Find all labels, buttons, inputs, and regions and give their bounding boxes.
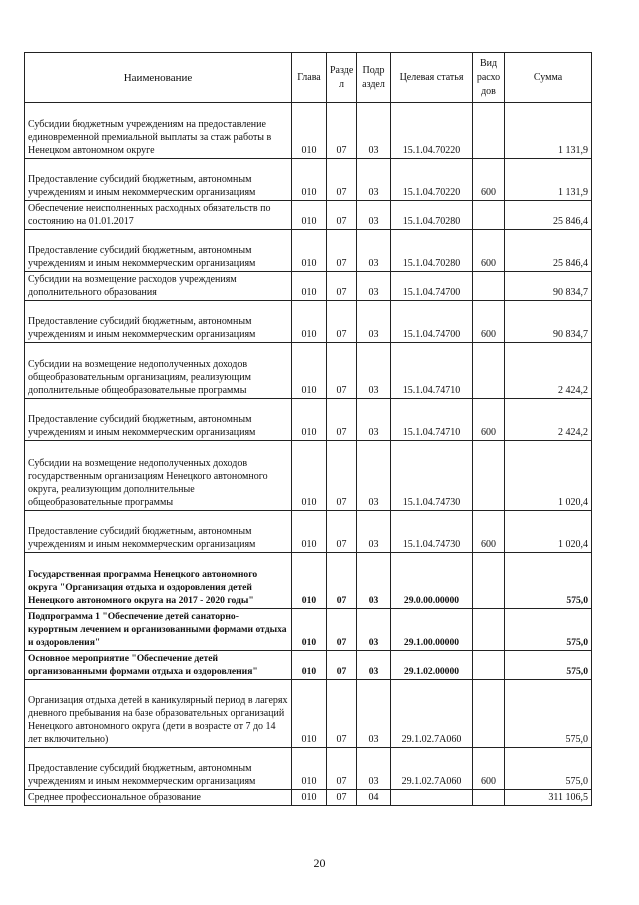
table-row [25,272,592,301]
row-section: 07 [327,159,357,201]
row-target: 15.1.04.70220 [391,159,473,201]
row-section: 07 [327,301,357,343]
header-amount: Сумма [505,53,592,103]
row-subsection: 03 [357,748,391,790]
row-name: Предоставление субсидий бюджетным, автономным учреждениям и иным некоммерческим организациям [25,159,292,201]
row-chapter: 010 [292,680,327,748]
row-chapter: 010 [292,272,327,301]
table-row [25,159,592,201]
row-subsection: 03 [357,441,391,511]
row-amount: 575,0 [505,609,592,651]
header-chapter: Глава [292,53,327,103]
budget-table [24,52,592,806]
row-amount: 25 846,4 [505,201,592,230]
row-section: 07 [327,201,357,230]
row-name: Предоставление субсидий бюджетным, автономным учреждениям и иным некоммерческим организациям [25,511,292,553]
row-subsection: 03 [357,609,391,651]
row-amount: 1 020,4 [505,441,592,511]
row-name: Предоставление субсидий бюджетным, автономным учреждениям и иным некоммерческим организациям [25,748,292,790]
row-amount: 575,0 [505,748,592,790]
table-row [25,103,592,159]
row-chapter: 010 [292,301,327,343]
row-section: 07 [327,790,357,806]
row-chapter: 010 [292,553,327,609]
row-expense-type: 600 [473,159,505,201]
row-chapter: 010 [292,230,327,272]
row-expense-type [473,272,505,301]
row-expense-type: 600 [473,399,505,441]
row-amount: 1 131,9 [505,103,592,159]
header-name: Наименование [25,53,292,103]
row-target: 29.0.00.00000 [391,553,473,609]
row-expense-type [473,103,505,159]
row-chapter: 010 [292,511,327,553]
row-subsection: 03 [357,301,391,343]
row-target: 15.1.04.70280 [391,201,473,230]
header-subsection: Подр аздел [357,53,391,103]
table-body [25,103,592,806]
row-target: 29.1.02.7А060 [391,680,473,748]
row-name: Организация отдыха детей в каникулярный период в лагерях дневного пребывания на базе образовательных организаций Ненецкого автономного округа (дети в возрасте от 7 до 14 лет включительно) [25,680,292,748]
row-section: 07 [327,651,357,680]
table-row [25,553,592,609]
row-chapter: 010 [292,343,327,399]
row-target: 15.1.04.74700 [391,301,473,343]
row-subsection: 03 [357,553,391,609]
header-expense-type: Вид расхо дов [473,53,505,103]
row-target: 15.1.04.74710 [391,399,473,441]
row-expense-type: 600 [473,230,505,272]
row-amount: 25 846,4 [505,230,592,272]
table-header-row [25,53,592,103]
row-chapter: 010 [292,790,327,806]
row-amount: 575,0 [505,680,592,748]
row-section: 07 [327,511,357,553]
header-section: Разде л [327,53,357,103]
row-chapter: 010 [292,651,327,680]
table-row [25,651,592,680]
row-section: 07 [327,609,357,651]
row-expense-type [473,343,505,399]
row-expense-type: 600 [473,748,505,790]
row-target: 29.1.02.00000 [391,651,473,680]
row-chapter: 010 [292,441,327,511]
row-name: Среднее профессиональное образование [25,790,292,806]
row-subsection: 04 [357,790,391,806]
table-row [25,201,592,230]
row-target: 15.1.04.70280 [391,230,473,272]
row-expense-type [473,680,505,748]
row-amount: 575,0 [505,553,592,609]
row-amount: 90 834,7 [505,272,592,301]
row-expense-type [473,651,505,680]
row-amount: 2 424,2 [505,399,592,441]
row-target: 15.1.04.74730 [391,441,473,511]
row-target: 29.1.00.00000 [391,609,473,651]
row-chapter: 010 [292,201,327,230]
row-amount: 575,0 [505,651,592,680]
row-name: Подпрограмма 1 "Обеспечение детей санаторно-курортным лечением и организованными формами отдыха и оздоровления" [25,609,292,651]
row-section: 07 [327,230,357,272]
row-name: Субсидии на возмещение недополученных доходов государственным организациям Ненецкого автономного округа, реализующим дополнительные общеобразовательные программы [25,441,292,511]
table-row [25,399,592,441]
row-section: 07 [327,748,357,790]
row-amount: 1 131,9 [505,159,592,201]
row-subsection: 03 [357,103,391,159]
row-chapter: 010 [292,159,327,201]
row-chapter: 010 [292,103,327,159]
table-row [25,301,592,343]
row-section: 07 [327,272,357,301]
row-chapter: 010 [292,748,327,790]
row-chapter: 010 [292,399,327,441]
row-expense-type [473,553,505,609]
row-subsection: 03 [357,651,391,680]
row-expense-type [473,201,505,230]
row-name: Субсидии на возмещение расходов учреждениям дополнительного образования [25,272,292,301]
row-section: 07 [327,343,357,399]
row-expense-type [473,609,505,651]
row-section: 07 [327,399,357,441]
row-target [391,790,473,806]
row-subsection: 03 [357,343,391,399]
table-row [25,511,592,553]
row-target: 15.1.04.70220 [391,103,473,159]
row-name: Субсидии бюджетным учреждениям на предоставление единовременной премиальной выплаты за стаж работы в Ненецком автономном округе [25,103,292,159]
row-subsection: 03 [357,159,391,201]
row-subsection: 03 [357,399,391,441]
row-name: Субсидии на возмещение недополученных доходов общеобразовательным организациям, реализующим дополнительные общеобразовательные программы [25,343,292,399]
table-row [25,343,592,399]
table-row [25,230,592,272]
row-expense-type [473,441,505,511]
row-name: Предоставление субсидий бюджетным, автономным учреждениям и иным некоммерческим организациям [25,230,292,272]
row-section: 07 [327,553,357,609]
table-row [25,790,592,806]
row-amount: 90 834,7 [505,301,592,343]
row-section: 07 [327,680,357,748]
row-name: Предоставление субсидий бюджетным, автономным учреждениям и иным некоммерческим организациям [25,301,292,343]
table-row [25,609,592,651]
header-target: Целевая статья [391,53,473,103]
row-subsection: 03 [357,230,391,272]
row-subsection: 03 [357,680,391,748]
row-target: 15.1.04.74730 [391,511,473,553]
row-amount: 1 020,4 [505,511,592,553]
table-row [25,441,592,511]
row-subsection: 03 [357,272,391,301]
row-name: Основное мероприятие "Обеспечение детей организованными формами отдыха и оздоровления" [25,651,292,680]
row-amount: 2 424,2 [505,343,592,399]
row-name: Государственная программа Ненецкого автономного округа "Организация отдыха и оздоровления детей Ненецкого автономного округа на 2017 - 2020 годы" [25,553,292,609]
row-name: Обеспечение неисполненных расходных обязательств по состоянию на 01.01.2017 [25,201,292,230]
row-subsection: 03 [357,201,391,230]
row-section: 07 [327,441,357,511]
row-name: Предоставление субсидий бюджетным, автономным учреждениям и иным некоммерческим организациям [25,399,292,441]
row-subsection: 03 [357,511,391,553]
table-row [25,748,592,790]
row-section: 07 [327,103,357,159]
row-chapter: 010 [292,609,327,651]
page-number: 20 [313,856,326,870]
row-expense-type: 600 [473,301,505,343]
row-expense-type: 600 [473,511,505,553]
row-target: 15.1.04.74700 [391,272,473,301]
table-row [25,680,592,748]
row-target: 15.1.04.74710 [391,343,473,399]
row-expense-type [473,790,505,806]
row-amount: 311 106,5 [505,790,592,806]
row-target: 29.1.02.7А060 [391,748,473,790]
